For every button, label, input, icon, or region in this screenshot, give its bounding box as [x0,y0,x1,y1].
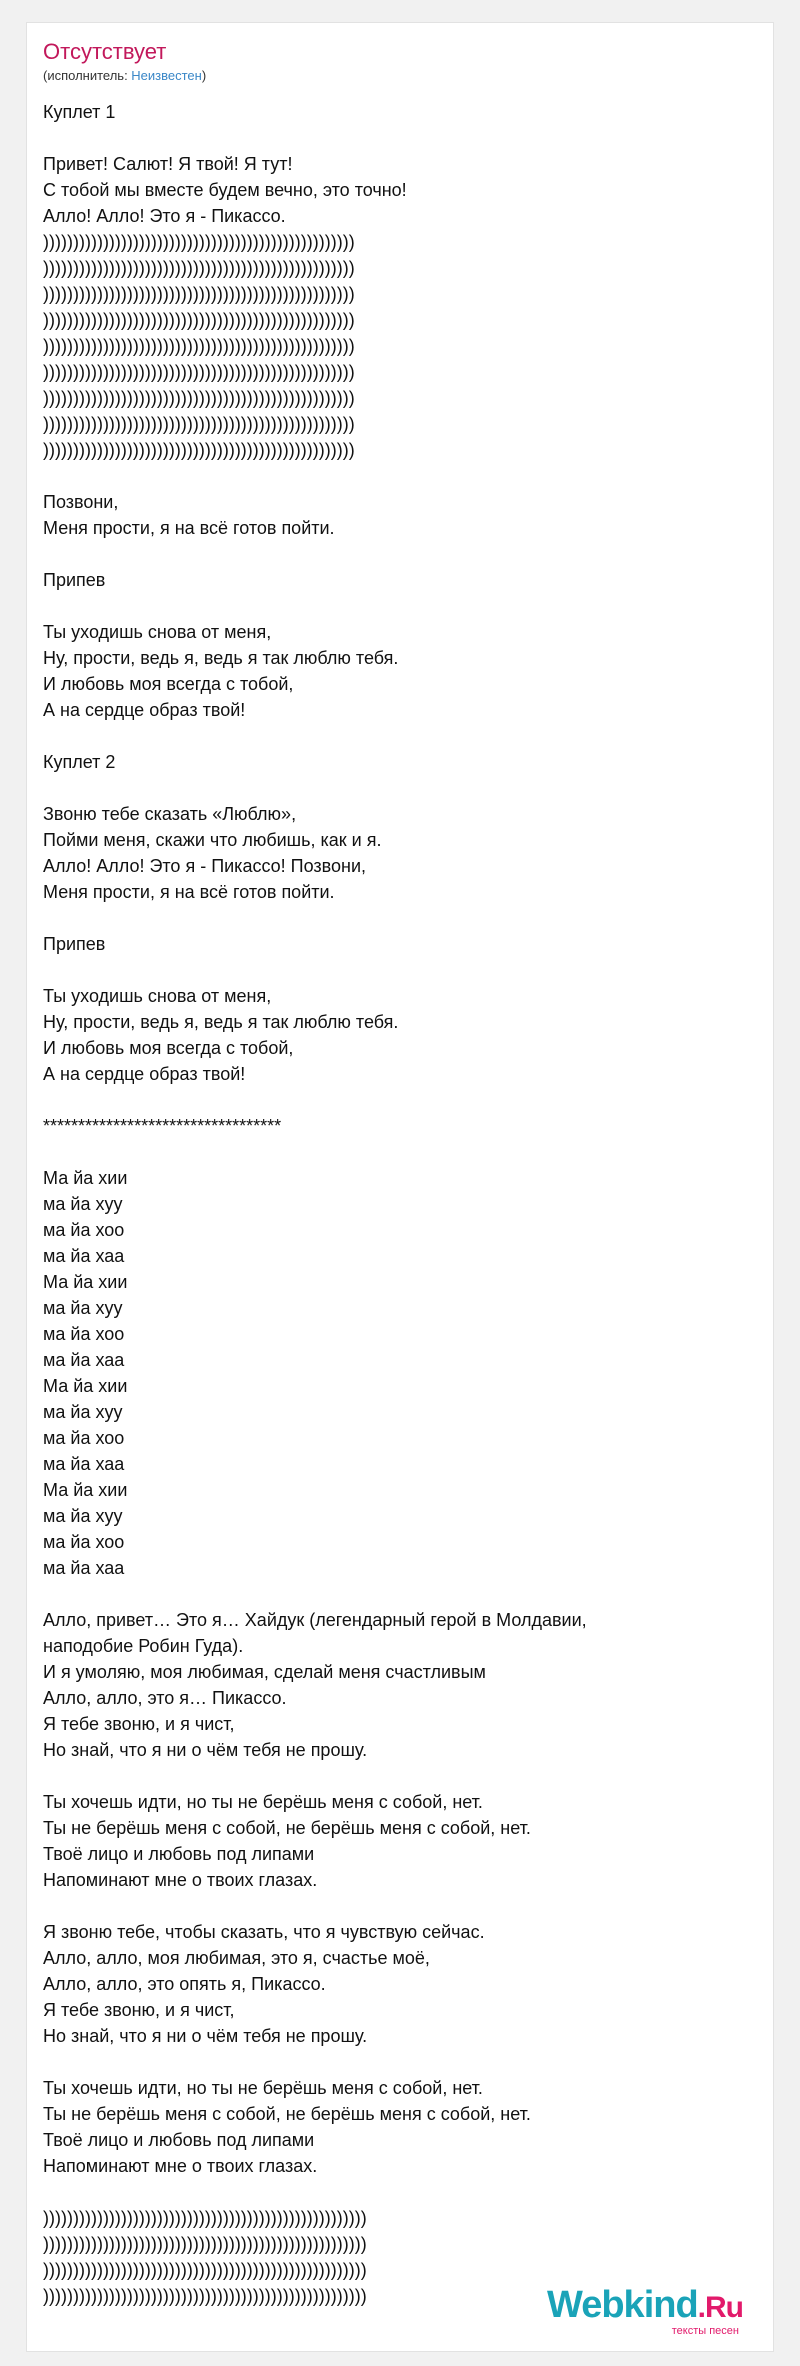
lyrics-line: Куплет 2 [43,752,116,772]
site-logo[interactable] [547,2286,743,2337]
lyrics-line: ма йа хаа [43,1350,125,1370]
lyrics-line: Припев [43,934,106,954]
lyrics-line: )))))))))))))))))))))))))))))))))))))))))))))))))))))) [43,2234,367,2254]
lyrics-line: Но знай, что я ни о чём тебя не прошу. [43,2026,368,2046]
lyrics-line: Напоминают мне о твоих глазах. [43,1870,318,1890]
lyrics-line: Припев [43,570,106,590]
lyrics-line: Ты не берёшь меня с собой, не берёшь меня с собой, нет. [43,2104,531,2124]
lyrics-line: ма йа хаа [43,1558,125,1578]
lyrics-line: Пойми меня, скажи что любишь, как и я. [43,830,382,850]
lyrics-line: Звоню тебе сказать «Люблю», [43,804,297,824]
lyrics-line: ма йа хуу [43,1402,123,1422]
lyrics-line: ма йа хаа [43,1246,125,1266]
lyrics-blank-line [43,957,758,983]
artist-link[interactable]: Неизвестен [131,68,202,83]
lyrics-line: И я умоляю, моя любимая, сделай меня счастливым [43,1662,486,1682]
lyrics-line: )))))))))))))))))))))))))))))))))))))))))))))))))))))) [43,2286,367,2306]
lyrics-line: Я звоню тебе, чтобы сказать, что я чувствую сейчас. [43,1922,485,1942]
lyrics-line: Ма йа хии [43,1168,128,1188]
lyrics-line: Алло, привет… Это я… Хайдук (легендарный герой в Молдавии, [43,1610,587,1630]
lyrics-line: )))))))))))))))))))))))))))))))))))))))))))))))))))))) [43,2208,367,2228]
lyrics-line: Ты хочешь идти, но ты не берёшь меня с собой, нет. [43,1792,483,1812]
lyrics-line: Алло, алло, это я… Пикассо. [43,1688,287,1708]
lyrics-line: И любовь моя всегда с тобой, [43,1038,294,1058]
lyrics-line: ма йа хуу [43,1194,123,1214]
lyrics-line: Меня прости, я на всё готов пойти. [43,518,335,538]
lyrics-line: А на сердце образ твой! [43,700,246,720]
lyrics-line: )))))))))))))))))))))))))))))))))))))))))))))))))))) [43,414,355,434]
lyrics-line: И любовь моя всегда с тобой, [43,674,294,694]
lyrics-line: Алло! Алло! Это я - Пикассо. [43,206,286,226]
lyrics-blank-line [43,125,758,151]
lyrics-blank-line [43,1581,758,1607]
lyrics-line: Ма йа хии [43,1376,128,1396]
lyrics-card [26,22,774,2352]
lyrics-line: )))))))))))))))))))))))))))))))))))))))))))))))))))) [43,336,355,356]
lyrics-blank-line [43,541,758,567]
lyrics-blank-line [43,1893,758,1919]
lyrics-line: ма йа хоо [43,1532,125,1552]
lyrics-line: Твоё лицо и любовь под липами [43,1844,315,1864]
lyrics-line: ма йа хаа [43,1454,125,1474]
artist-line [43,67,758,85]
lyrics-line: )))))))))))))))))))))))))))))))))))))))))))))))))))) [43,232,355,252]
lyrics-text [43,99,758,2309]
lyrics-line: Ма йа хии [43,1480,128,1500]
lyrics-line: ма йа хоо [43,1324,125,1344]
logo-tagline: тексты песен [671,2325,739,2337]
logo-tld: .Ru [697,2291,743,2324]
lyrics-blank-line [43,2179,758,2205]
lyrics-line: Но знай, что я ни о чём тебя не прошу. [43,1740,368,1760]
lyrics-line: )))))))))))))))))))))))))))))))))))))))))))))))))))) [43,440,355,460]
lyrics-line: Ну, прости, ведь я, ведь я так люблю тебя. [43,1012,399,1032]
lyrics-line: )))))))))))))))))))))))))))))))))))))))))))))))))))))) [43,2260,367,2280]
lyrics-line: Привет! Салют! Я твой! Я тут! [43,154,293,174]
lyrics-line: )))))))))))))))))))))))))))))))))))))))))))))))))))) [43,362,355,382]
lyrics-blank-line [43,1763,758,1789]
lyrics-blank-line [43,1139,758,1165]
lyrics-line: ма йа хуу [43,1506,123,1526]
lyrics-line: Твоё лицо и любовь под липами [43,2130,315,2150]
lyrics-line: )))))))))))))))))))))))))))))))))))))))))))))))))))) [43,258,355,278]
lyrics-line: )))))))))))))))))))))))))))))))))))))))))))))))))))) [43,284,355,304]
lyrics-blank-line [43,593,758,619]
lyrics-blank-line [43,463,758,489]
lyrics-line: Ты хочешь идти, но ты не берёшь меня с собой, нет. [43,2078,483,2098]
lyrics-line: Алло, алло, моя любимая, это я, счастье моё, [43,1948,430,1968]
lyrics-blank-line [43,775,758,801]
lyrics-line: Куплет 1 [43,102,116,122]
song-title: Отсутствует [43,39,167,64]
logo-name: Webkind [547,2284,698,2326]
lyrics-line: Ну, прости, ведь я, ведь я так люблю тебя. [43,648,399,668]
lyrics-line: ********************************** [43,1116,282,1136]
lyrics-line: )))))))))))))))))))))))))))))))))))))))))))))))))))) [43,388,355,408]
lyrics-line: ма йа хоо [43,1220,125,1240]
lyrics-line: наподобие Робин Гуда). [43,1636,244,1656]
lyrics-blank-line [43,1087,758,1113]
lyrics-line: Алло, алло, это опять я, Пикассо. [43,1974,326,1994]
artist-prefix: (исполнитель: [43,68,132,83]
lyrics-blank-line [43,905,758,931]
lyrics-line: Ма йа хии [43,1272,128,1292]
lyrics-line: А на сердце образ твой! [43,1064,246,1084]
lyrics-line: Позвони, [43,492,119,512]
logo-wordmark [547,2286,743,2327]
lyrics-line: С тобой мы вместе будем вечно, это точно! [43,180,407,200]
lyrics-line: Алло! Алло! Это я - Пикассо! Позвони, [43,856,367,876]
lyrics-line: Ты уходишь снова от меня, [43,986,272,1006]
lyrics-line: Ты не берёшь меня с собой, не берёшь меня с собой, нет. [43,1818,531,1838]
lyrics-line: Ты уходишь снова от меня, [43,622,272,642]
artist-suffix: ) [201,68,207,83]
lyrics-blank-line [43,723,758,749]
lyrics-line: ма йа хоо [43,1428,125,1448]
lyrics-line: Меня прости, я на всё готов пойти. [43,882,335,902]
lyrics-line: Я тебе звоню, и я чист, [43,1714,235,1734]
lyrics-line: ма йа хуу [43,1298,123,1318]
lyrics-line: Я тебе звоню, и я чист, [43,2000,235,2020]
lyrics-line: )))))))))))))))))))))))))))))))))))))))))))))))))))) [43,310,355,330]
lyrics-blank-line [43,2049,758,2075]
lyrics-line: Напоминают мне о твоих глазах. [43,2156,318,2176]
